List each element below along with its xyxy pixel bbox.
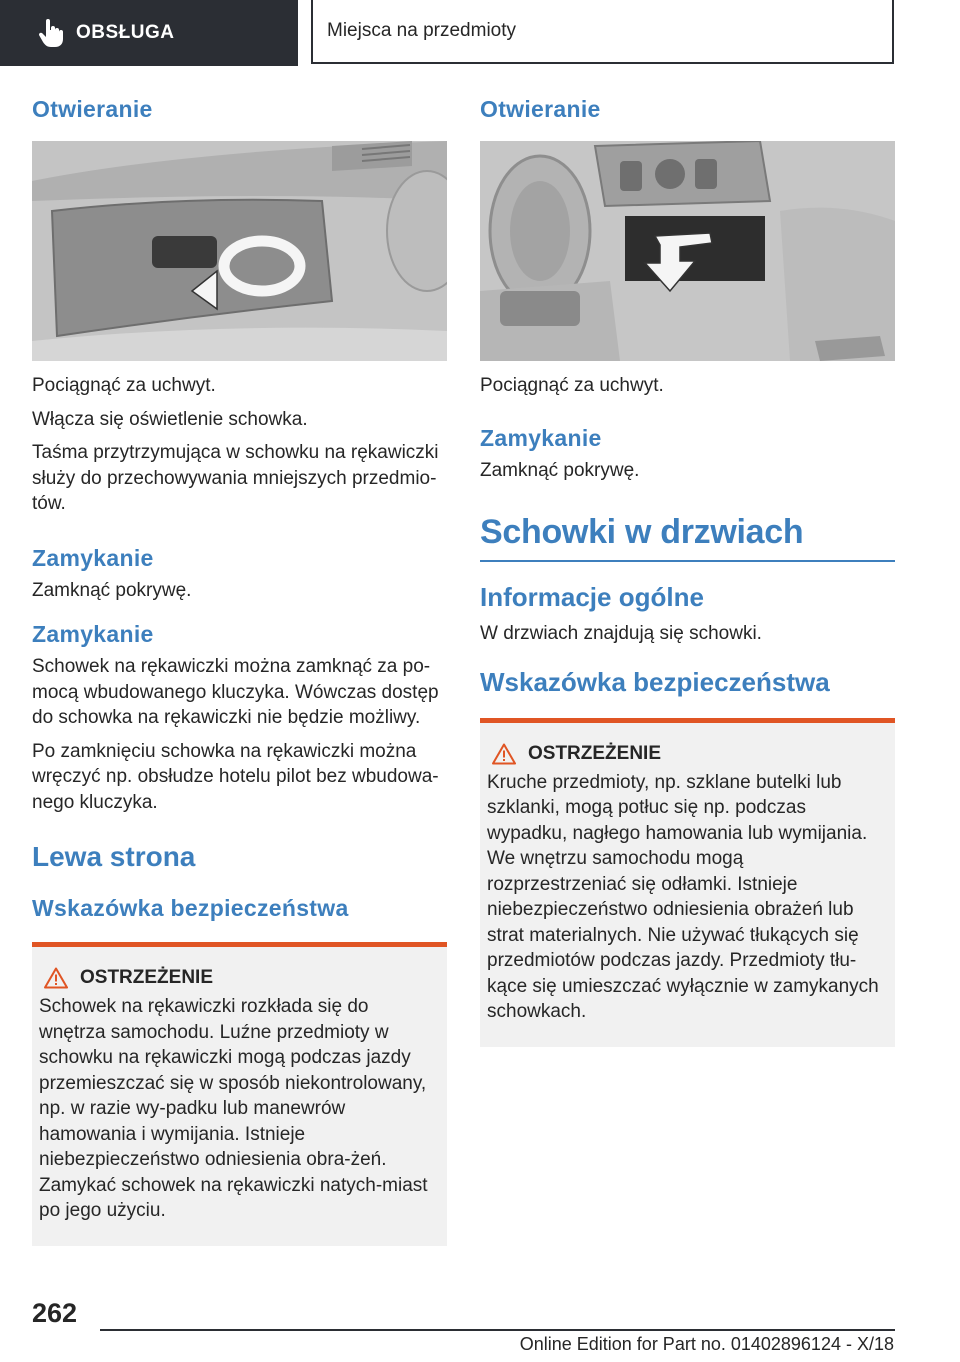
text-key-lock: Schowek na rękawiczki można zamknąć za po-mocą wbudowanego kluczyka. Wówczas dostęp do schowka na rękawiczki nie będzie możliwy. xyxy=(32,656,439,728)
heading-zamykanie-right: Zamykanie xyxy=(480,424,602,451)
page-header xyxy=(0,0,960,66)
warning-text-left: Schowek na rękawiczki rozkłada się do wnętrza samochodu. Luźne przedmioty w schowku na rękawiczki mogą podczas jazdy przemieszczać się w sposób niekontrolowany, np. w razie wy-padku lub manewrów hamowania i wymijania. Istnieje niebezpieczeństwo odniesienia obra-żeń. Zamykać schowek na rękawiczki natych-miast po jego użyciu. xyxy=(39,996,428,1221)
page-topic-tab[interactable] xyxy=(311,0,894,64)
warning-title-left: OSTRZEŻENIE xyxy=(80,967,214,988)
heading-safety-left: Wskazówka bezpieczeństwa xyxy=(32,895,349,921)
page-topic-label: Miejsca na przedmioty xyxy=(327,20,517,41)
right-column xyxy=(480,96,895,1047)
warning-box-right xyxy=(480,718,895,1047)
heading-zamykanie-2: Zamykanie xyxy=(32,621,154,647)
warning-title-row-right xyxy=(487,743,887,765)
text-light-on: Włącza się oświetlenie schowka. xyxy=(32,408,308,430)
heading-safety-right: Wskazówka bezpieczeństwa xyxy=(480,666,830,697)
text-strap-info: Taśma przytrzymująca w schowku na rękawiczki służy do przechowywania mniejszych przedmio-tów. xyxy=(32,442,439,514)
text-close-lid-right: Zamknąć pokrywę. xyxy=(480,459,640,481)
text-pull-handle: Pociągnąć za uchwyt. xyxy=(32,375,216,396)
warning-title-row-left xyxy=(39,967,439,989)
lower-compartment-illustration xyxy=(480,141,895,361)
left-column xyxy=(32,96,447,1246)
heading-schowki-w-drzwiach: Schowki w drzwiach xyxy=(480,513,895,562)
heading-zamykanie-1: Zamykanie xyxy=(32,544,154,571)
lower-compartment-drawing xyxy=(480,141,895,361)
warning-triangle-icon xyxy=(492,743,516,765)
text-close-lid-left: Zamknąć pokrywę. xyxy=(32,579,192,601)
text-hotel-remote: Po zamknięciu schowka na rękawiczki można wręczyć np. obsłudze hotelu pilot bez wbudowa-nego kluczyka. xyxy=(32,740,439,813)
page-number: 262 xyxy=(32,1298,78,1328)
heading-lewa-strona: Lewa strona xyxy=(32,841,196,872)
warning-text-right: Kruche przedmioty, np. szklane butelki lub szklanki, mogą potłuc się np. podczas wypadku, nagłego hamowania lub wymijania. We wnętrzu samochodu mogą rozprzestrzeniać się odłamki. Istnieje niebezpieczeństwo odniesienia obrażeń lub strat materialnych. Nie używać tłukących się przedmiotów podczas jazdy. Przedmioty tłu-kące się umieszczać wyłącznie w zamykanych schowkach. xyxy=(487,771,879,1022)
glovebox-open-illustration xyxy=(32,141,447,361)
footer-edition: Online Edition for Part no. 01402896124 - X/18 xyxy=(519,1334,894,1354)
warning-triangle-icon xyxy=(44,967,68,989)
heading-otwieranie-left: Otwieranie xyxy=(32,96,153,122)
text-pull-handle-right: Pociągnąć za uchwyt. xyxy=(480,375,664,396)
heading-informacje-ogolne: Informacje ogólne xyxy=(480,582,704,612)
section-tab[interactable] xyxy=(0,0,298,66)
heading-otwieranie-right: Otwieranie xyxy=(480,96,601,122)
glovebox-open-drawing xyxy=(32,141,447,361)
text-door-compartments: W drzwiach znajdują się schowki. xyxy=(480,623,762,644)
footer-divider xyxy=(100,1329,895,1331)
warning-box-left xyxy=(32,942,447,1246)
section-tab-label: OBSŁUGA xyxy=(76,22,175,43)
hand-pointer-icon xyxy=(38,19,64,47)
warning-title-right: OSTRZEŻENIE xyxy=(528,742,662,764)
